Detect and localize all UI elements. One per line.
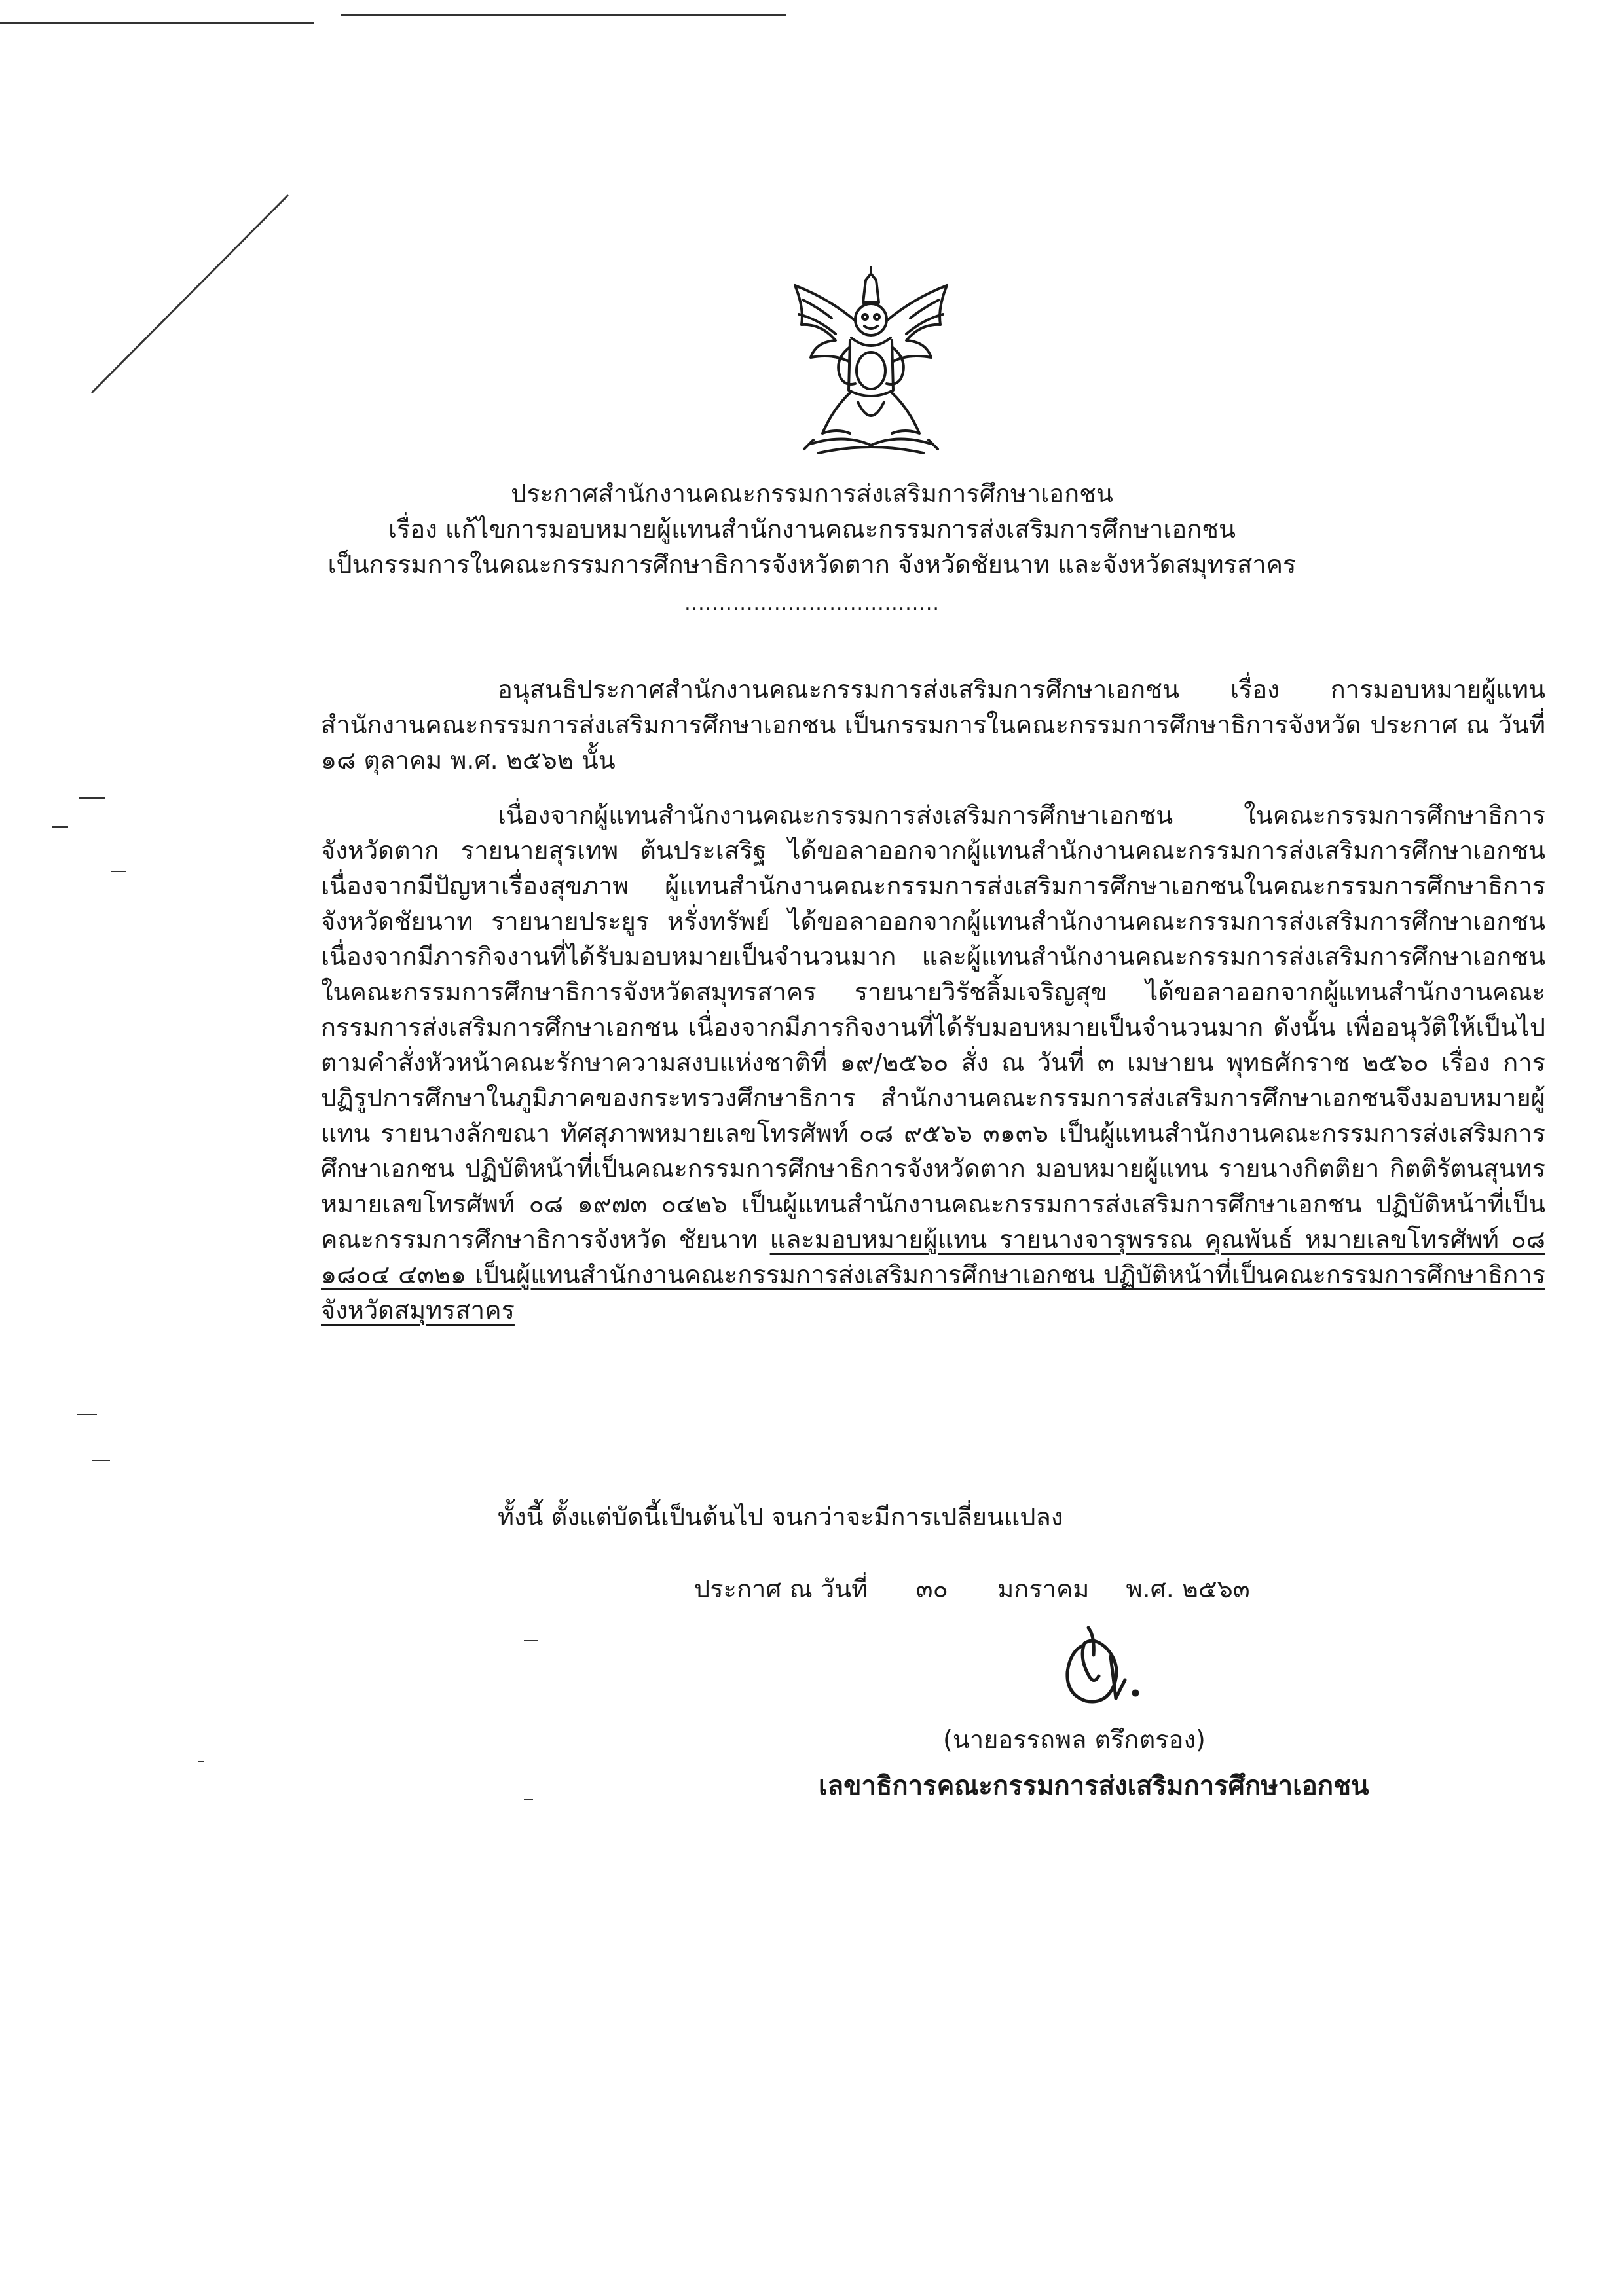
announcement-subject: เรื่อง แก้ไขการมอบหมายผู้แทนสำนักงานคณะกรรมการส่งเสริมการศึกษาเอกชน [388, 515, 1236, 543]
garuda-emblem [773, 262, 969, 471]
date-month: มกราคม [997, 1575, 1090, 1603]
scan-artifact-top-line-right [341, 14, 786, 16]
signatory-position: เลขาธิการคณะกรรมการส่งเสริมการศึกษาเอกชน [819, 1771, 1369, 1801]
date-prefix: ประกาศ ณ วันที่ [694, 1575, 868, 1603]
paragraph-effective: ทั้งนี้ ตั้งแต่บัดนี้เป็นต้นไป จนกว่าจะมีการเปลี่ยนแปลง [498, 1503, 1063, 1531]
margin-mark [198, 1761, 204, 1762]
paragraph-main-text: เนื่องจากผู้แทนสำนักงานคณะกรรมการส่งเสริมการศึกษาเอกชน ในคณะกรรมการศึกษาธิการจังหวัดตาก รายนายสุรเทพ ต้นประเสริฐ ได้ขอลาออกจากผู้แทนสำนักงานคณะกรรมการส่งเสริมการศึกษาเอกชน เนื่องจากมีปัญหาเรื่องสุขภาพ ผู้แทนสำนักงานคณะกรรมการส่งเสริมการศึกษาเอกชนในคณะกรรมการศึกษาธิการจังหวัดชัยนาท รายนายประยูร หรั่งทรัพย์ ได้ขอลาออกจากผู้แทนสำนักงานคณะกรรมการส่งเสริมการศึกษาเอกชน เนื่องจากมีภารกิจงานที่ได้รับมอบหมายเป็นจำนวนมาก และผู้แทนสำนักงานคณะกรรมการส่งเสริมการศึกษาเอกชน ในคณะกรรมการศึกษาธิการจังหวัดสมุทรสาคร รายนายวิรัชลิ้มเจริญสุข ได้ขอลาออกจากผู้แทนสำนักงานคณะกรรมการส่งเสริมการศึกษาเอกชน เนื่องจากมีภารกิจงานที่ได้รับมอบหมายเป็นจำนวนมาก ดังนั้น เพื่ออนุวัติให้เป็นไปตามคำสั่งหัวหน้าคณะรักษาความสงบแห่งชาติที่ ๑๙/๒๕๖๐ สั่ง ณ วันที่ ๓ เมษายน พุทธศักราช ๒๕๖๐ เรื่อง การปฏิรูปการศึกษาในภูมิภาคของกระทรวงศึกษาธิการ สำนักงานคณะกรรมการส่งเสริมการศึกษาเอกชนจึงมอบหมายผู้แทน รายนางลักขณา ทัศสุภาพหมายเลขโทรศัพท์ ๐๘ ๙๕๖๖ ๓๑๓๖ เป็นผู้แทนสำนักงานคณะกรรมการส่งเสริมการศึกษาเอกชน ปฏิบัติหน้าที่เป็นคณะกรรมการศึกษาธิการจังหวัดตาก มอบหมายผู้แทน รายนางกิตติยา กิตติรัตนสุนทร หมายเลขโทรศัพท์ ๐๘ ๑๙๗๓ ๐๔๒๖ เป็นผู้แทนสำนักงานคณะกรรมการส่งเสริมการศึกษาเอกชน ปฏิบัติหน้าที่เป็นคณะกรรมการศึกษาธิการจังหวัด ชัยนาท [321, 801, 1545, 1254]
announcement-date [694, 1571, 1250, 1607]
paragraph-reference: อนุสนธิประกาศสำนักงานคณะกรรมการส่งเสริมการศึกษาเอกชน เรื่อง การมอบหมายผู้แทนสำนักงานคณะกรรมการส่งเสริมการศึกษาเอกชน เป็นกรรมการในคณะกรรมการศึกษาธิการจังหวัด ประกาศ ณ วันที่ ๑๘ ตุลาคม พ.ศ. ๒๕๖๒ นั้น [321, 675, 1545, 774]
paragraph-main [321, 797, 1545, 1328]
paragraph-main-underlined: และมอบหมายผู้แทน รายนางจารุพรรณ คุณพันธ์ หมายเลขโทรศัพท์ ๐๘ ๑๘๐๔ ๔๓๒๑ เป็นผู้แทนสำนักงานคณะกรรมการส่งเสริมการศึกษาเอกชน ปฏิบัติหน้าที่เป็นคณะกรรมการศึกษาธิการจังหวัดสมุทรสาคร [321, 1225, 1545, 1324]
margin-mark [79, 797, 105, 799]
signatory-name: (นายอรรถพล ตรึกตรอง) [943, 1725, 1206, 1754]
scan-artifact-top-line-left [0, 22, 314, 24]
scan-artifact-diagonal-stroke [79, 183, 301, 406]
margin-mark [92, 1460, 110, 1461]
margin-mark [111, 871, 126, 872]
announcement-subject-continued: เป็นกรรมการในคณะกรรมการศึกษาธิการจังหวัดตาก จังหวัดชัยนาท และจังหวัดสมุทรสาคร [327, 550, 1297, 579]
date-year: พ.ศ. ๒๕๖๓ [1126, 1575, 1250, 1603]
margin-mark [524, 1640, 538, 1641]
header-separator: ..................................... [684, 592, 940, 615]
margin-mark [77, 1414, 97, 1415]
announcement-title: ประกาศสำนักงานคณะกรรมการส่งเสริมการศึกษาเอกชน [511, 479, 1113, 508]
handwritten-signature [1048, 1617, 1153, 1715]
margin-mark [52, 826, 68, 828]
date-day: ๓๐ [915, 1575, 948, 1603]
margin-mark [524, 1799, 533, 1800]
